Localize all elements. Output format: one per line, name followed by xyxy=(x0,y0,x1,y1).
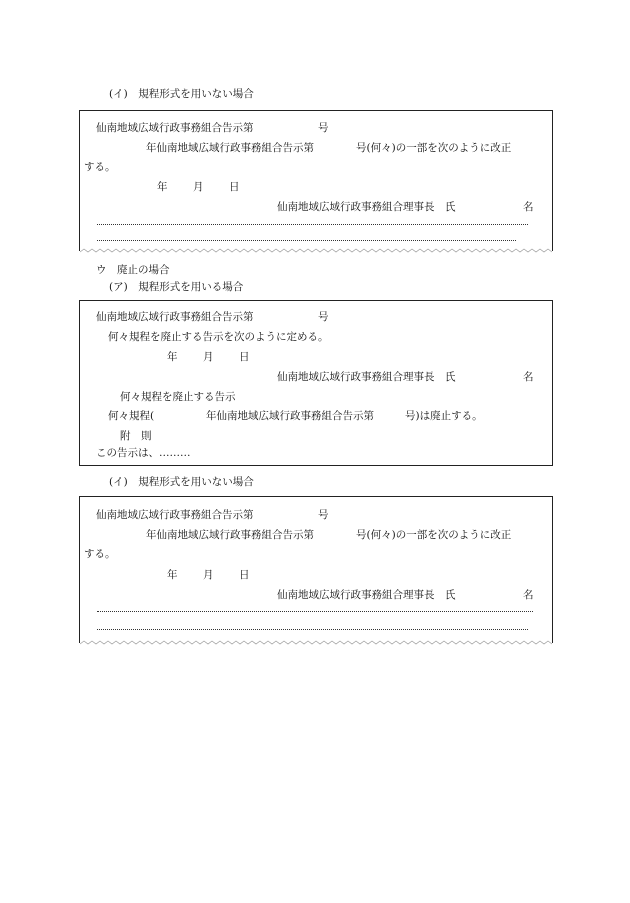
notice-number-label: 仙南地域広域行政事務組合告示第 xyxy=(96,311,254,323)
dotted-line xyxy=(97,611,533,612)
body-part-c: 号)は廃止する。 xyxy=(405,410,483,422)
signer-title: 仙南地域広域行政事務組合理事長 氏 xyxy=(277,371,456,383)
notice-title: 何々規程を廃止する告示 xyxy=(120,391,236,403)
notice-number-suffix: 号 xyxy=(318,122,329,134)
signer-name: 名 xyxy=(523,371,534,383)
notice-number-suffix: 号 xyxy=(318,311,329,323)
amend-line-a: 年仙南地域広域行政事務組合告示第 xyxy=(146,529,314,541)
date-day: 日 xyxy=(239,569,250,581)
dotted-line xyxy=(97,240,516,241)
signer-title: 仙南地域広域行政事務組合理事長 氏 xyxy=(277,201,456,213)
date-month: 月 xyxy=(203,351,214,363)
date-year: 年 xyxy=(167,569,178,581)
signer-title: 仙南地域広域行政事務組合理事長 氏 xyxy=(277,589,456,601)
date-year: 年 xyxy=(157,181,168,193)
enactment-line: 何々規程を廃止する告示を次のように定める。 xyxy=(108,331,329,343)
date-day: 日 xyxy=(239,351,250,363)
dotted-line xyxy=(97,629,528,630)
signer-name: 名 xyxy=(523,589,534,601)
supplementary-text: この告示は、……… xyxy=(96,447,191,459)
torn-edge xyxy=(80,248,552,256)
body-part-b: 年仙南地域広域行政事務組合告示第 xyxy=(206,410,374,422)
section2-heading: (ア) 規程形式を用いる場合 xyxy=(109,281,244,293)
section3-heading: (イ) 規程形式を用いない場合 xyxy=(109,476,254,488)
notice-number-label: 仙南地域広域行政事務組合告示第 xyxy=(96,509,254,521)
supplementary-heading: 附 則 xyxy=(120,430,152,442)
amend-line-end: する。 xyxy=(84,548,116,560)
date-month: 月 xyxy=(203,569,214,581)
amend-line-b: 号(何々)の一部を次のように改正 xyxy=(356,142,512,154)
notice-number-suffix: 号 xyxy=(318,509,329,521)
date-year: 年 xyxy=(167,351,178,363)
dotted-line xyxy=(97,224,528,225)
notice-number-label: 仙南地域広域行政事務組合告示第 xyxy=(96,122,254,134)
amend-line-end: する。 xyxy=(84,161,116,173)
signer-name: 名 xyxy=(523,201,534,213)
amend-line-a: 年仙南地域広域行政事務組合告示第 xyxy=(146,142,314,154)
section1-heading: (イ) 規程形式を用いない場合 xyxy=(109,88,254,100)
body-part-a: 何々規程( xyxy=(108,410,155,422)
date-day: 日 xyxy=(229,181,240,193)
abolish-heading: ウ 廃止の場合 xyxy=(96,264,170,276)
date-month: 月 xyxy=(193,181,204,193)
torn-edge xyxy=(80,640,552,648)
amend-line-b: 号(何々)の一部を次のように改正 xyxy=(356,529,512,541)
